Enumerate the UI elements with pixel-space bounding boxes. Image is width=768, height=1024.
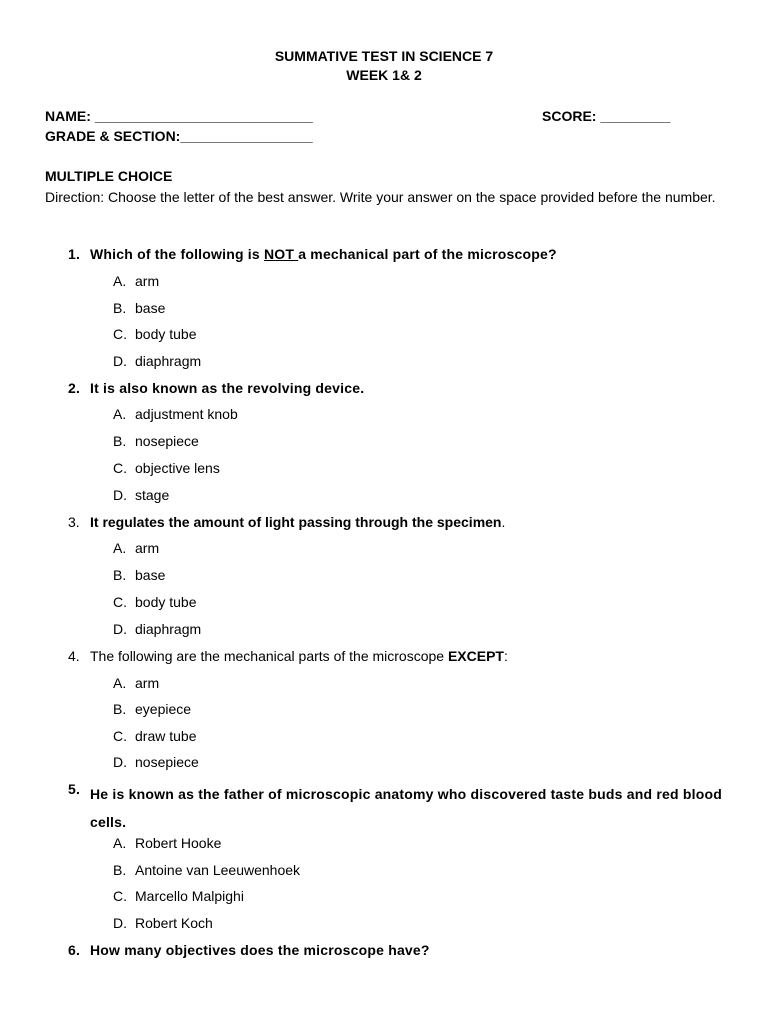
option-4b [113,701,191,717]
option-letter: D. [113,621,127,637]
question-text-end: a mechanical part of the microscope? [298,246,557,262]
option-text: Robert Hooke [135,835,222,851]
option-5c [113,888,244,904]
option-letter: B. [113,567,127,583]
option-text: body tube [135,594,197,610]
question-text: Which of the following is [90,246,264,262]
question-text: The following are the mechanical parts of the microscope [90,648,448,664]
option-text: base [135,567,166,583]
question-number: 1. [68,246,81,262]
option-1c [113,326,197,342]
grade-section-field: GRADE & SECTION:_________________ [45,128,313,144]
question-emphasis: EXCEPT [447,648,504,664]
question-2 [68,380,364,396]
option-letter: B. [113,300,127,316]
option-text: diaphragm [135,621,202,637]
option-4d [113,754,199,770]
question-trailing-punctuation: . [501,514,506,530]
option-text: body tube [135,326,197,342]
option-5b [113,862,300,878]
option-2c [113,460,220,476]
option-text: arm [135,273,160,289]
question-number: 5. [68,781,81,797]
question-text: It is also known as the revolving device. [90,380,365,396]
question-text: It regulates the amount of light passing through the specimen [90,514,502,530]
score-field: SCORE: _________ [542,108,671,124]
option-letter: A. [113,540,127,556]
option-text: nosepiece [135,433,199,449]
option-letter: C. [113,326,127,342]
option-2a [113,406,238,422]
option-letter: B. [113,862,127,878]
direction-text: Direction: Choose the letter of the best answer. Write your answer on the space provided before the number. [45,189,716,205]
option-letter: B. [113,701,127,717]
option-text: objective lens [135,460,220,476]
question-underlined-word: NOT [263,246,299,262]
test-title: SUMMATIVE TEST IN SCIENCE 7 [274,48,494,64]
option-text: Robert Koch [135,915,213,931]
option-text: nosepiece [135,754,199,770]
option-5a [113,835,221,851]
option-letter: D. [113,754,127,770]
question-number: 3. [68,514,80,530]
option-letter: A. [113,406,127,422]
question-5 [68,781,722,836]
option-letter: C. [113,728,127,744]
option-letter: B. [113,433,127,449]
question-3 [68,514,505,530]
option-text: Marcello Malpighi [135,888,244,904]
option-letter: D. [113,353,127,369]
option-text: stage [135,487,170,503]
option-text: arm [135,675,160,691]
option-letter: A. [113,273,127,289]
option-1a [113,273,159,289]
option-5d [113,915,213,931]
option-2d [113,487,169,503]
option-text: base [135,300,166,316]
option-text: arm [135,540,160,556]
question-4 [68,648,508,664]
option-4c [113,728,196,744]
option-1b [113,300,165,316]
question-number: 2. [68,380,81,396]
option-text: diaphragm [135,353,202,369]
question-text: How many objectives does the microscope have? [90,942,430,958]
option-letter: C. [113,460,127,476]
option-letter: C. [113,594,127,610]
question-6 [68,942,430,958]
question-trailing-punctuation: : [503,648,508,664]
section-heading: MULTIPLE CHOICE [45,168,173,184]
test-subtitle: WEEK 1& 2 [346,67,422,83]
option-letter: A. [113,675,127,691]
question-number: 4. [68,648,80,664]
option-letter: D. [113,915,127,931]
option-3d [113,621,201,637]
question-number: 6. [68,942,81,958]
option-text: eyepiece [135,701,192,717]
option-letter: C. [113,888,127,904]
option-2b [113,433,199,449]
option-text: Antoine van Leeuwenhoek [135,862,301,878]
option-3a [113,540,159,556]
option-3c [113,594,197,610]
option-letter: A. [113,835,127,851]
option-1d [113,353,201,369]
question-text: He is known as the father of microscopic anatomy who discovered taste buds and red blood cells. [90,786,722,830]
question-1 [68,246,557,262]
option-3b [113,567,165,583]
option-text: draw tube [135,728,197,744]
option-letter: D. [113,487,127,503]
name-field: NAME: ____________________________ [45,108,313,124]
option-text: adjustment knob [135,406,238,422]
option-4a [113,675,159,691]
